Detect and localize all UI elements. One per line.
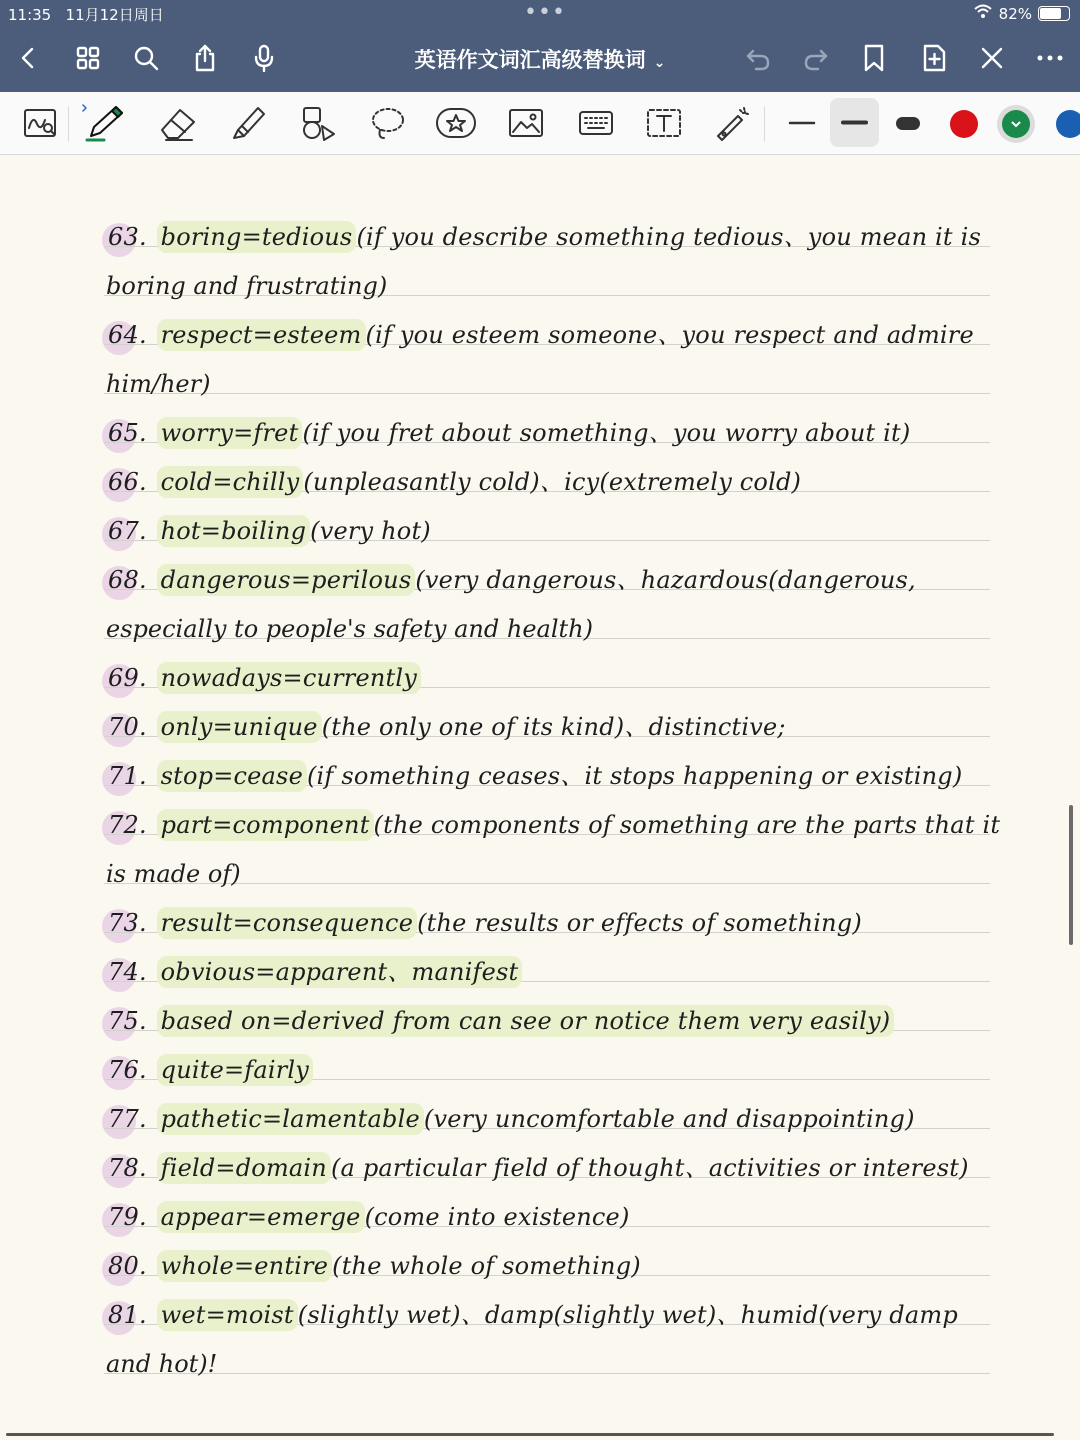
- scrollbar[interactable]: [1069, 805, 1073, 945]
- entry-highlight: worry=fret: [157, 417, 303, 449]
- lasso-tool-icon[interactable]: [364, 100, 412, 146]
- note-entry: [106, 1293, 958, 1341]
- entry-highlight: hot=boiling: [157, 515, 311, 547]
- note-entry: [106, 1244, 641, 1292]
- note-entry: [106, 1195, 630, 1243]
- entry-highlight: result=consequence: [157, 907, 417, 939]
- document-title-dropdown[interactable]: [330, 44, 750, 74]
- chevron-down-icon: ⌄: [653, 55, 666, 71]
- entry-number: 80.: [106, 1244, 149, 1288]
- share-icon[interactable]: [185, 38, 225, 78]
- entry-continuation: him/her): [106, 370, 211, 398]
- entry-continuation: boring and frustrating): [106, 272, 388, 300]
- highlighter-tool-icon[interactable]: [224, 100, 272, 146]
- entry-number: 81.: [106, 1293, 149, 1337]
- note-entry: [106, 313, 974, 361]
- entry-definition: (very hot): [310, 517, 431, 545]
- entry-number: 73.: [106, 901, 149, 945]
- entry-highlight: obvious=apparent、manifest: [157, 956, 523, 988]
- microphone-icon[interactable]: [244, 38, 284, 78]
- notebook-page[interactable]: [0, 155, 1080, 1440]
- document-title: 英语作文词汇高级替换词: [414, 48, 646, 72]
- text-box-icon[interactable]: [640, 100, 688, 146]
- entry-highlight: dangerous=perilous: [157, 564, 416, 596]
- entry-definition: (very dangerous、hazardous(dangerous,: [415, 566, 916, 594]
- entry-number: 72.: [106, 803, 149, 847]
- entry-number: 66.: [106, 460, 149, 504]
- note-entry: [106, 901, 862, 949]
- redo-icon[interactable]: [796, 38, 836, 78]
- color-green-selected[interactable]: [1002, 110, 1030, 138]
- add-page-icon[interactable]: [914, 38, 954, 78]
- drawing-toolbar: [0, 92, 1080, 155]
- note-entry: [106, 754, 962, 802]
- entry-number: 64.: [106, 313, 149, 357]
- color-red[interactable]: [950, 110, 978, 138]
- ruled-line: [104, 393, 990, 394]
- entry-definition: (slightly wet)、damp(slightly wet)、humid(very damp: [297, 1301, 958, 1329]
- entry-definition: (if you fret about something、you worry about it): [302, 419, 911, 447]
- entry-highlight: field=domain: [157, 1152, 331, 1184]
- entry-number: 65.: [106, 411, 149, 455]
- entry-definition: (if you describe something tedious、you mean it is: [356, 223, 982, 251]
- image-icon[interactable]: [502, 100, 550, 146]
- entry-definition: (unpleasantly cold)、icy(extremely cold): [303, 468, 802, 496]
- note-entry: [106, 1097, 915, 1145]
- entry-number: 71.: [106, 754, 149, 798]
- entry-number: 69.: [106, 656, 149, 700]
- entry-number: 63.: [106, 215, 149, 259]
- more-icon[interactable]: [1030, 38, 1070, 78]
- sticker-icon[interactable]: [432, 100, 480, 146]
- back-icon[interactable]: [8, 38, 48, 78]
- laser-pointer-icon[interactable]: [708, 100, 756, 146]
- stroke-medium-selected[interactable]: [830, 98, 879, 147]
- shape-tool-icon[interactable]: [294, 100, 342, 146]
- entry-definition: (very uncomfortable and disappointing): [423, 1105, 915, 1133]
- entry-number: 78.: [106, 1146, 149, 1190]
- grid-view-icon[interactable]: [68, 38, 108, 78]
- entry-definition: (a particular field of thought、activities or interest): [330, 1154, 969, 1182]
- note-entry: [106, 1048, 313, 1096]
- note-entry: [106, 1146, 969, 1194]
- keyboard-icon[interactable]: [572, 100, 620, 146]
- entry-continuation: especially to people's safety and health): [106, 615, 593, 643]
- close-tools-icon[interactable]: [972, 38, 1012, 78]
- bookmark-icon[interactable]: [854, 38, 894, 78]
- entry-definition: (the only one of its kind)、distinctive;: [321, 713, 786, 741]
- entry-continuation: is made of): [106, 860, 241, 888]
- stroke-thin[interactable]: [778, 100, 826, 146]
- entry-highlight: only=unique: [157, 711, 322, 743]
- entry-highlight: quite=fairly: [157, 1054, 313, 1086]
- entry-definition: (if you esteem someone、you respect and admire: [365, 321, 974, 349]
- battery-percent: 82%: [998, 4, 1032, 23]
- entry-highlight: appear=emerge: [157, 1201, 365, 1233]
- entry-highlight: respect=esteem: [157, 319, 366, 351]
- entry-definition: (the whole of something): [332, 1252, 641, 1280]
- entry-number: 79.: [106, 1195, 149, 1239]
- home-indicator: [6, 1433, 1054, 1436]
- entry-highlight: stop=cease: [157, 760, 307, 792]
- stroke-thick[interactable]: [884, 100, 932, 146]
- note-entry: [106, 509, 431, 557]
- entry-highlight: whole=entire: [157, 1250, 333, 1282]
- entry-number: 68.: [106, 558, 149, 602]
- ruled-line: [104, 1373, 990, 1374]
- entry-highlight: nowadays=currently: [157, 662, 421, 694]
- entry-definition: (the components of something are the parts that it: [373, 811, 1001, 839]
- entry-definition: (the results or effects of something): [417, 909, 862, 937]
- date: 11月12日周日: [65, 6, 164, 24]
- entry-highlight: cold=chilly: [157, 466, 304, 498]
- note-entry: [106, 950, 522, 998]
- entry-definition: (come into existence): [364, 1203, 630, 1231]
- status-right: [973, 4, 1070, 23]
- note-entry: [106, 803, 1000, 851]
- entry-highlight: pathetic=lamentable: [157, 1103, 424, 1135]
- entry-highlight: based on=derived from can see or notice them very easily): [157, 1005, 895, 1037]
- entry-number: 74.: [106, 950, 149, 994]
- entry-continuation: and hot)!: [106, 1350, 218, 1378]
- battery-icon: [1038, 6, 1070, 21]
- eraser-tool-icon[interactable]: [154, 100, 202, 146]
- note-entry: [106, 460, 801, 508]
- entry-number: 76.: [106, 1048, 149, 1092]
- search-icon[interactable]: [126, 38, 166, 78]
- entry-highlight: boring=tedious: [157, 221, 357, 253]
- entry-number: 77.: [106, 1097, 149, 1141]
- entry-highlight: part=component: [157, 809, 374, 841]
- note-entry: [106, 558, 916, 606]
- note-entry: [106, 656, 421, 704]
- entry-number: 67.: [106, 509, 149, 553]
- clock: 11:35: [8, 6, 52, 24]
- note-entry: [106, 411, 910, 459]
- top-bar: [0, 0, 1080, 92]
- status-time: [8, 4, 164, 25]
- undo-icon[interactable]: [738, 38, 778, 78]
- entry-highlight: wet=moist: [157, 1299, 298, 1331]
- multitasking-dots-icon[interactable]: •••: [524, 0, 566, 25]
- entry-number: 75.: [106, 999, 149, 1043]
- color-blue[interactable]: [1056, 110, 1080, 138]
- entry-number: 70.: [106, 705, 149, 749]
- note-entry: [106, 705, 786, 753]
- pen-tool-icon[interactable]: [80, 100, 128, 146]
- wifi-icon: [973, 4, 993, 23]
- read-mode-icon[interactable]: [16, 100, 64, 146]
- note-entry: [106, 215, 981, 263]
- note-entry: [106, 999, 894, 1047]
- entry-definition: (if something ceases、it stops happening or existing): [306, 762, 963, 790]
